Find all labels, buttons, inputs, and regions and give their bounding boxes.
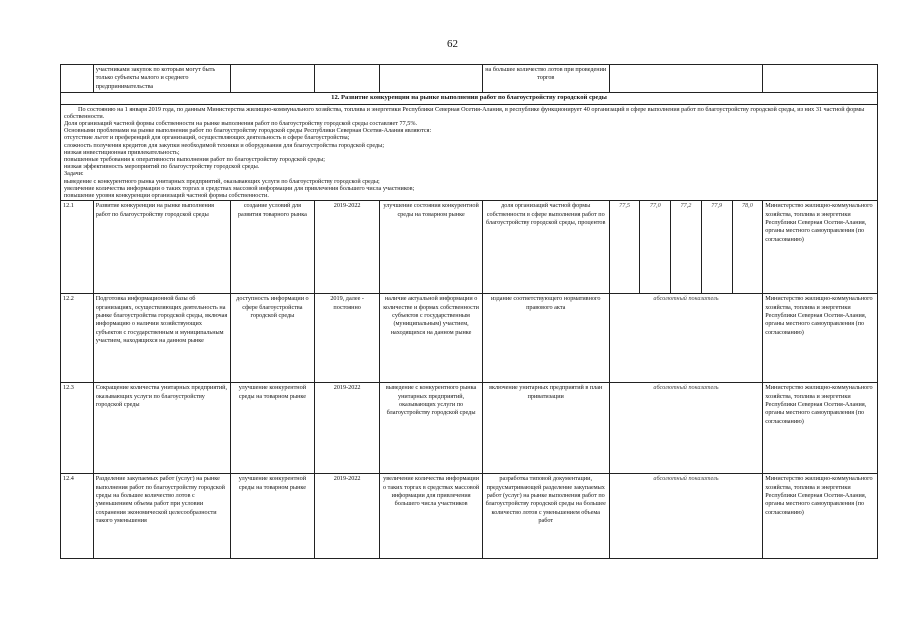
section-intro — [61, 104, 878, 201]
intro-paragraph: повышение уровня конкуренции организаций частной формы собственности. — [64, 192, 269, 200]
cell-num: 12.3 — [61, 383, 94, 474]
intro-paragraph: повышенные требования к оперативности выполнения работ по благоустройству городской среды; — [64, 156, 326, 164]
table-row — [61, 201, 878, 294]
cell-indicator: издание соответствующего нормативного правового акта — [482, 294, 609, 383]
cell-abs-indicator: абсолютный показатель — [609, 294, 763, 383]
cell-abs-indicator: абсолютный показатель — [609, 474, 763, 559]
cell-goal: доступность информации о сфере благоустройства городской среды — [230, 294, 314, 383]
table-row-continued — [61, 65, 878, 93]
cell-goal: создание условий для развития товарного рынка — [230, 201, 314, 294]
intro-paragraph: сложность получения кредитов для закупки необходимой техники и оборудования для благоустройства городской среды; — [64, 141, 385, 149]
cell-responsible: Министерство жилищно-коммунального хозяйства, топлива и энергетики Республики Северная Осетия-Алания, органы местного самоуправления (по согласованию) — [763, 201, 878, 294]
page-number: 62 — [447, 38, 458, 50]
intro-paragraph: По состоянию на 1 января 2019 года, по данным Министерства жилищно-коммунального хозяйства, топлива и энергетики Республики Северная Осетия-Алания, в республике функционирует 40 организаций в сфере выполнения работ по благоустройству городской среды, из них 31 частной формы собственности. — [64, 105, 865, 120]
intro-paragraph: Задачи: — [64, 170, 84, 178]
cell-value: 78,0 — [732, 201, 763, 294]
cell-action: Развитие конкуренции на рынке выполнения работ по благоустройству городской среды — [93, 201, 230, 294]
cell-indicator: на большее количество лотов при проведении торгов — [482, 65, 609, 93]
cell-period: 2019-2022 — [314, 201, 380, 294]
intro-paragraph: увеличение количества информации о таких торгах в средствах массовой информации для привлечения большего числа участников; — [64, 184, 415, 192]
cell-value: 77,0 — [640, 201, 671, 294]
cell-period: 2019, далее - постоянно — [314, 294, 380, 383]
intro-paragraph: Основными проблемами на рынке выполнения работ по благоустройству городской среды Республики Северная Осетия-Алания являются: — [64, 127, 432, 135]
action-plan-table — [60, 64, 878, 559]
cell-period: 2019-2022 — [314, 383, 380, 474]
intro-paragraph: отсутствие льгот и преференций для организаций, осуществляющих деятельность в сфере благоустройства; — [64, 134, 350, 142]
cell-num: 12.1 — [61, 201, 94, 294]
cell-num — [61, 65, 94, 93]
cell-action: участниками закупок по которым могут быть только субъекты малого и среднего предпринимательства — [93, 65, 230, 93]
cell-result: выведение с конкурентного рынка унитарных предприятий, оказывающих услуги по благоустройству городской среды — [380, 383, 482, 474]
section-intro-row — [61, 104, 878, 201]
cell-value: 77,2 — [671, 201, 702, 294]
section-title: 12. Развитие конкуренции на рынке выполнения работ по благоустройству городской среды — [61, 93, 878, 104]
intro-paragraph: Доля организаций частной формы собственности на рынке выполнения работ по благоустройству городской среды составляет 77,5%. — [64, 120, 418, 128]
cell-action: Подготовка информационной базы об организациях, осуществляющих деятельность на рынке благоустройства городской среды, включая информацию о наличии хозяйствующих субъектов с государственным и муниципальным участием, находящихся на данном рынке — [93, 294, 230, 383]
cell-num: 12.2 — [61, 294, 94, 383]
cell-goal: улучшение конкурентной среды на товарном рынке — [230, 474, 314, 559]
cell-responsible: Министерство жилищно-коммунального хозяйства, топлива и энергетики Республики Северная Осетия-Алания, органы местного самоуправления (по согласованию) — [763, 294, 878, 383]
cell-responsible: Министерство жилищно-коммунального хозяйства, топлива и энергетики Республики Северная Осетия-Алания, органы местного самоуправления (по согласованию) — [763, 474, 878, 559]
cell-result: улучшение состояния конкурентной среды на товарном рынке — [380, 201, 482, 294]
section-header-row — [61, 93, 878, 104]
cell-value: 77,5 — [609, 201, 640, 294]
cell-goal: улучшение конкурентной среды на товарном рынке — [230, 383, 314, 474]
table-row — [61, 383, 878, 474]
cell-action: Сокращение количества унитарных предприятий, оказывающих услуги по благоустройству городской среды — [93, 383, 230, 474]
table-row — [61, 294, 878, 383]
table-row — [61, 474, 878, 559]
cell-indicator: разработка типовой документации, предусматривающей разделение закупаемых работ (услуг) на рынке выполнения работ по благоустройству городской среды на большее количество лотов с уменьшением объема работ — [482, 474, 609, 559]
cell-result: наличие актуальной информации о количестве и формах собственности субъектов с государственным (муниципальным) участием, находящихся на данном рынке — [380, 294, 482, 383]
intro-paragraph: низкая эффективность мероприятий по благоустройству городской среды. — [64, 163, 260, 171]
cell-period: 2019-2022 — [314, 474, 380, 559]
cell-value: 77,9 — [701, 201, 732, 294]
cell-action: Разделение закупаемых работ (услуг) на рынке выполнения работ по благоустройству городской среды на большее количество лотов с уменьшением объема работ при условии сохранения экономической целесообразности такого уменьшения — [93, 474, 230, 559]
cell-abs-indicator: абсолютный показатель — [609, 383, 763, 474]
cell-num: 12.4 — [61, 474, 94, 559]
cell-indicator: доля организаций частной формы собственности в сфере выполнения работ по благоустройству городской среды, процентов — [482, 201, 609, 294]
cell-result: увеличение количества информации о таких торгах в средствах массовой информации для привлечения большего числа участников — [380, 474, 482, 559]
intro-paragraph: выведение с конкурентного рынка унитарных предприятий, оказывающих услуги по благоустройству городской среды; — [64, 177, 380, 185]
cell-indicator: включение унитарных предприятий в план приватизации — [482, 383, 609, 474]
document-sheet — [60, 64, 878, 559]
cell-responsible: Министерство жилищно-коммунального хозяйства, топлива и энергетики Республики Северная Осетия-Алания, органы местного самоуправления (по согласованию) — [763, 383, 878, 474]
intro-paragraph: низкая инвестиционная привлекательность; — [64, 148, 180, 156]
